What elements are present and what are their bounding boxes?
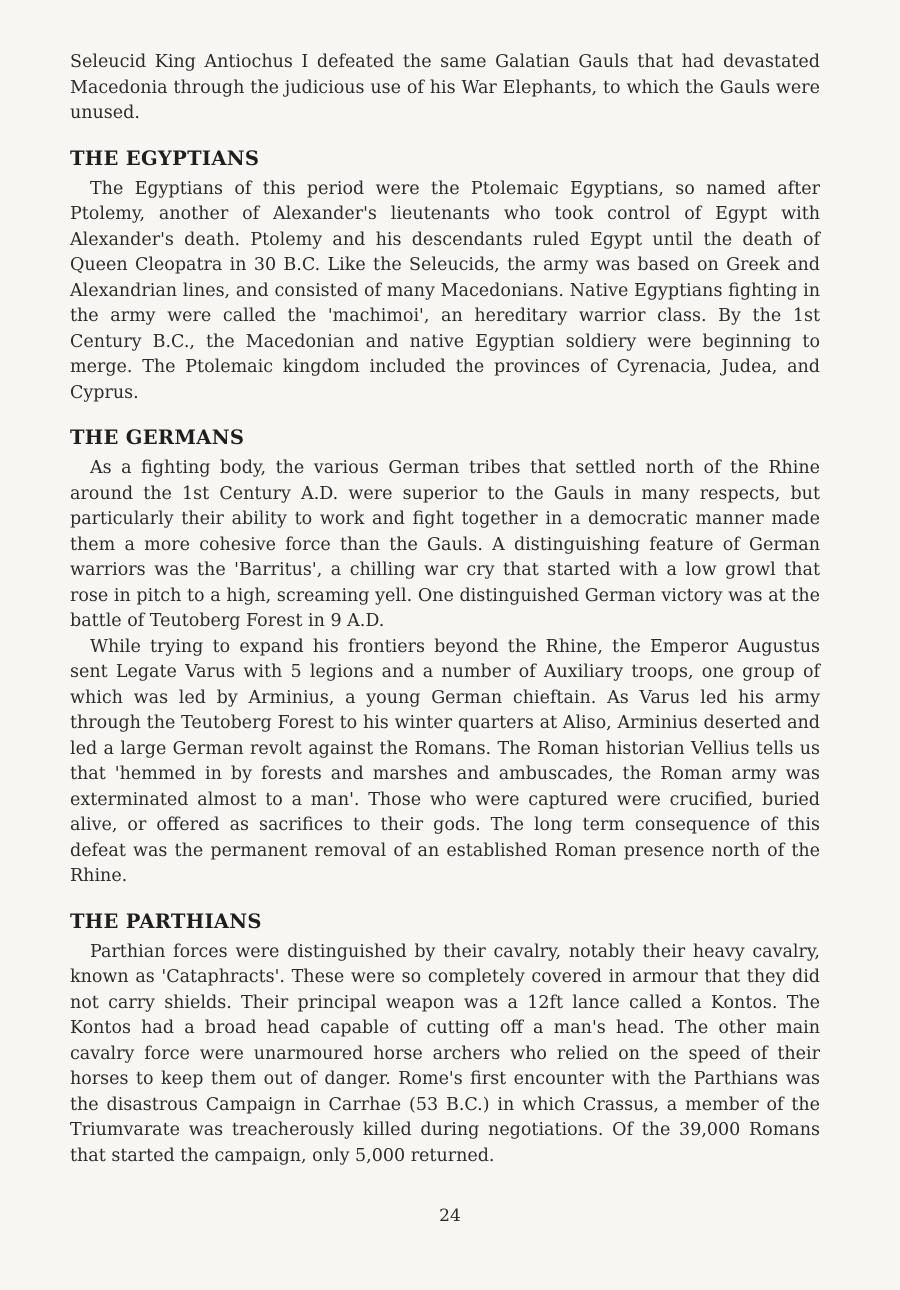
section-parthians xyxy=(70,908,820,1170)
germans-paragraph-1: As a fighting body, the various German tribes that settled north of the Rhine around the 1st Century A.D. were superior to the Gauls in many respects, but particularly their ability to work and fight together in a democratic manner made them a more cohesive force than the Gauls. A distinguishing feature of German warriors was the 'Barritus', a chilling war cry that started with a low growl that rose in pitch to a high, screaming yell. One distinguished German victory was at the battle of Teutoberg Forest in 9 A.D. xyxy=(70,458,820,631)
egyptians-paragraph-1: The Egyptians of this period were the Ptolemaic Egyptians, so named after Ptolemy, another of Alexander's lieutenants who took control of Egypt with Alexander's death. Ptolemy and his descendants ruled Egypt until the death of Queen Cleopatra in 30 B.C. Like the Seleucids, the army was based on Greek and Alexandrian lines, and consisted of many Macedonians. Native Egyptians fighting in the army were called the 'machimoi', an hereditary warrior class. By the 1st Century B.C., the Macedonian and native Egyptian soldiery were beginning to merge. The Ptolemaic kingdom included the provinces of Cyrenacia, Judea, and Cyprus. xyxy=(70,178,820,403)
section-egyptians xyxy=(70,145,820,407)
intro-paragraph: Seleucid King Antiochus I defeated the same Galatian Gauls that had devastated Macedonia through the judicious use of his War Elephants, to which the Gauls were unused. xyxy=(70,52,820,123)
section-heading-germans: THE GERMANS xyxy=(70,426,245,449)
section-germans xyxy=(70,424,820,890)
page-body xyxy=(70,50,820,1169)
parthians-paragraph-1: Parthian forces were distinguished by their cavalry, notably their heavy cavalry, known as 'Cataphracts'. These were so completely covered in armour that they did not carry shields. Their principal weapon was a 12ft lance called a Kontos. The Kontos had a broad head capable of cutting off a man's head. The other main cavalry force were unarmoured horse archers who relied on the speed of their horses to keep them out of danger. Rome's first encounter with the Parthians was the disastrous Campaign in Carrhae (53 B.C.) in which Crassus, a member of the Triumvarate was treacherously killed during negotiations. Of the 39,000 Romans that started the campaign, only 5,000 returned. xyxy=(70,941,820,1166)
page-number: 24 xyxy=(439,1206,461,1226)
germans-paragraph-2: While trying to expand his frontiers beyond the Rhine, the Emperor Augustus sent Legate Varus with 5 legions and a number of Auxiliary troops, one group of which was led by Arminius, a young German chieftain. As Varus led his army through the Teutoberg Forest to his winter quarters at Aliso, Arminius deserted and led a large German revolt against the Romans. The Roman historian Vellius tells us that 'hemmed in by forests and marshes and ambuscades, the Roman army was exterminated almost to a man'. Those who were captured were crucified, buried alive, or offered as sacrifices to their gods. The long term consequence of this defeat was the permanent removal of an established Roman presence north of the Rhine. xyxy=(70,636,820,886)
section-heading-parthians: THE PARTHIANS xyxy=(70,909,262,933)
section-heading-egyptians: THE EGYPTIANS xyxy=(70,146,260,170)
